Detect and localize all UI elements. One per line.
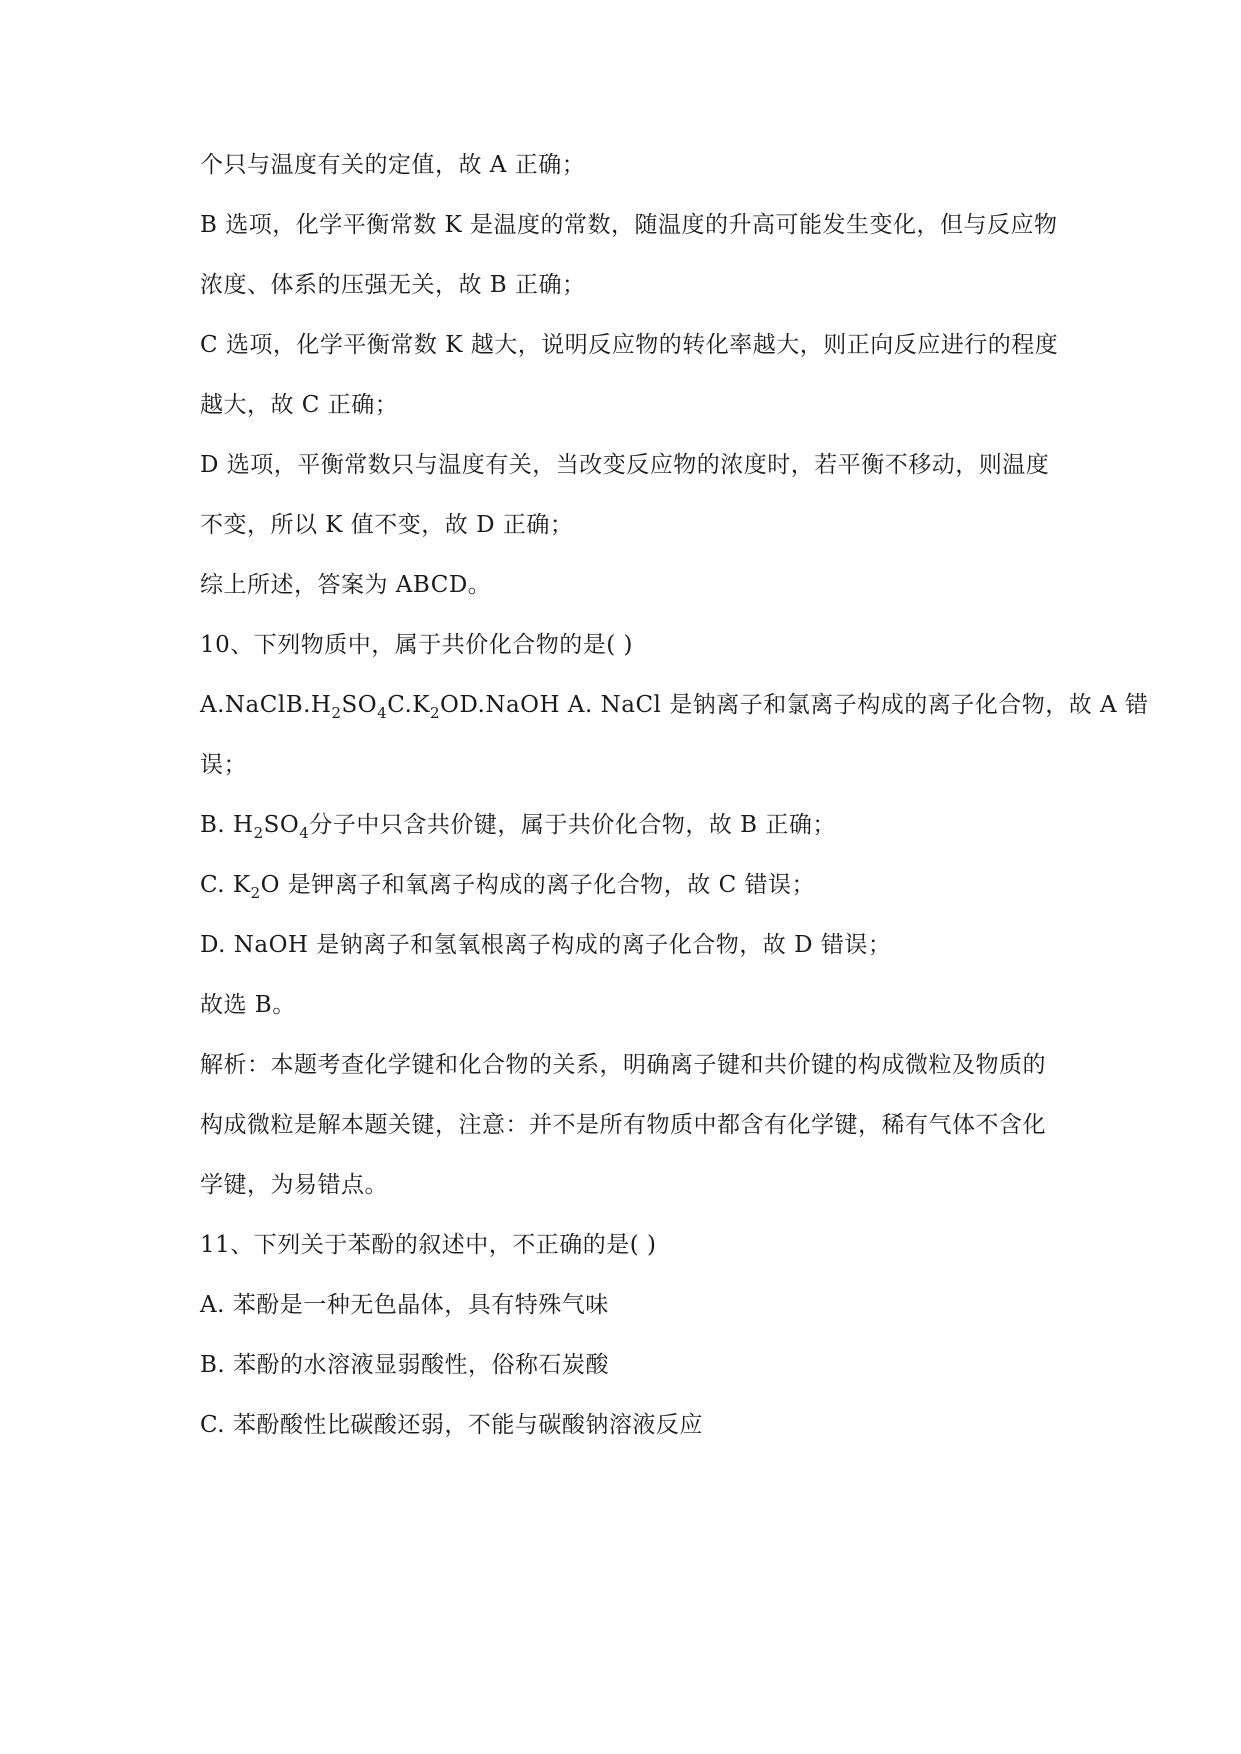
subscript: 2 xyxy=(429,704,441,722)
question-11-option-c: C. 苯酚酸性比碳酸还弱，不能与碳酸钠溶液反应 xyxy=(200,1412,703,1438)
text-line: 故选 B。 xyxy=(200,992,296,1018)
text-fragment: C.K xyxy=(387,692,430,718)
subscript: 4 xyxy=(299,824,310,842)
question-11-option-b: B. 苯酚的水溶液显弱酸性，俗称石炭酸 xyxy=(200,1352,610,1378)
text-line: B 选项，化学平衡常数 K 是温度的常数，随温度的升高可能发生变化，但与反应物 xyxy=(200,212,1058,238)
text-line xyxy=(200,808,1080,868)
text-fragment: 分子中只含共价键，属于共价化合物，故 B 正确； xyxy=(309,812,836,838)
question-10-options-line xyxy=(200,688,1149,748)
text-line: 越大，故 C 正确； xyxy=(200,392,399,418)
text-fragment: C. K xyxy=(200,872,251,898)
text-fragment: A.NaClB.H xyxy=(200,692,332,718)
text-line: D. NaOH 是钠离子和氢氧根离子构成的离子化合物，故 D 错误； xyxy=(200,932,892,958)
text-line: 误； xyxy=(200,752,247,778)
subscript: 2 xyxy=(331,704,342,722)
text-fragment: B. H xyxy=(200,812,254,838)
question-11-stem: 11、下列关于苯酚的叙述中，不正确的是( ) xyxy=(200,1232,657,1258)
analysis-line: 学键，为易错点。 xyxy=(200,1172,388,1198)
analysis-line: 解析：本题考查化学键和化合物的关系，明确离子键和共价键的构成微粒及物质的 xyxy=(200,1052,1046,1078)
text-line: D 选项，平衡常数只与温度有关，当改变反应物的浓度时，若平衡不移动，则温度 xyxy=(200,452,1050,478)
text-line: 浓度、体系的压强无关，故 B 正确； xyxy=(200,272,586,298)
question-11-option-a: A. 苯酚是一种无色晶体，具有特殊气味 xyxy=(200,1292,609,1318)
text-fragment: SO xyxy=(263,812,300,838)
text-line: 个只与温度有关的定值，故 A 正确； xyxy=(200,152,586,178)
text-line: 综上所述，答案为 ABCD。 xyxy=(200,572,492,598)
subscript: 2 xyxy=(250,884,261,902)
text-fragment: O 是钾离子和氧离子构成的离子化合物，故 C 错误； xyxy=(260,872,816,898)
analysis-line: 构成微粒是解本题关键，注意：并不是所有物质中都含有化学键，稀有气体不含化 xyxy=(200,1112,1046,1138)
subscript: 4 xyxy=(377,704,388,722)
subscript: 2 xyxy=(253,824,264,842)
text-line: C 选项，化学平衡常数 K 越大，说明反应物的转化率越大，则正向反应进行的程度 xyxy=(200,332,1059,358)
document-page xyxy=(200,148,1149,1468)
text-fragment: OD.NaOH A. NaCl 是钠离子和氯离子构成的离子化合物，故 A 错 xyxy=(440,692,1149,718)
text-fragment: SO xyxy=(341,692,378,718)
text-line: 不变，所以 K 值不变，故 D 正确； xyxy=(200,512,574,538)
text-line xyxy=(200,868,1080,928)
question-10-stem: 10、下列物质中，属于共价化合物的是( ) xyxy=(200,632,634,658)
